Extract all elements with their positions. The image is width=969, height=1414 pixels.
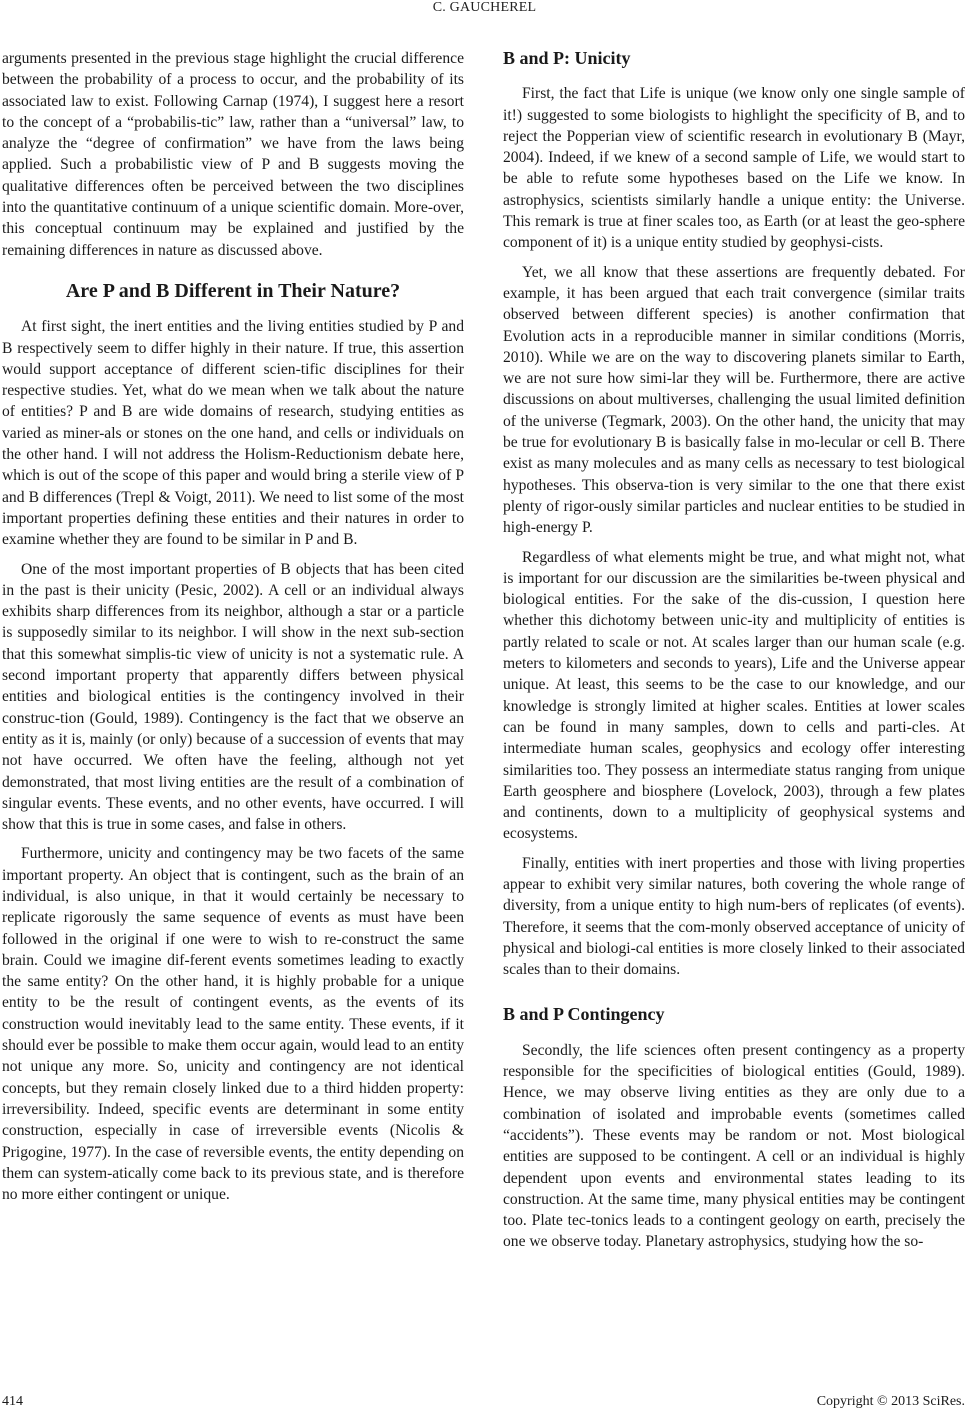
right-column (503, 48, 965, 1261)
paragraph: Finally, entities with inert properties and those with living properties appear to exhibit very similar natures, both covering the whole range of diversity, from a unique entity to high num-bers of replicates (of events). Therefore, it seems that the com-monly observed acceptance of unicity of physical and biologi-cal entities is more closely linked to their associated scales than to their domains. (503, 854, 965, 979)
section-title: Are P and B Different in Their Nature? (65, 279, 401, 302)
page-number: 414 (2, 1394, 23, 1409)
paragraph: First, the fact that Life is unique (we know only one single sample of it!) suggested to some biologists to highlight the specificity of B, and to reject the Popperian view of scientific research in evolutionary B (Mayr, 2004). Indeed, if we knew of a second sample of Life, we would start to be able to refute some hypotheses based on the Life we know. In astrophysics, scientists similarly handle a unique entity: the Universe. This remark is true at finer scales too, as Earth (or at least the geo-sphere component of it) is a unique entity studied by geophysi-cists. (503, 85, 965, 252)
paragraph: Yet, we all know that these assertions are frequently debated. For example, it has been argued that each trait convergence (similar traits observed between different species) is another confirmation that Evolution acts in a reproducible manner in similar conditions (Morris, 2010). While we are on the way to discovering planets similar to Earth, we are not sure how simi-lar they will be. Furthermore, there are active discussions on about multiverses, challenging the usual limited definition of the universe (Tegmark, 2003). On the other hand, the unicity that may be true for evolutionary B is basically false in mo-lecular or cell B. There exist as many molecules and as many cells as necessary to test biological hypotheses. This observa-tion is very similar to the one that there exist plenty of rigor-ously similar particles and nuclear entities to be studied in high-energy P. (503, 263, 965, 537)
subsection-title-unicity: B and P: Unicity (503, 48, 631, 68)
paragraph: Furthermore, unicity and contingency may be two facets of the same important property. An object that is contingent, such as the brain of an individual, is also unique, in that it would certainly be necessary to replicate rigorously the same sequence of events as must have been followed in the original if one were to wish to re-construct the same brain. Could we imagine dif-ferent events sometimes leading to exactly the same entity? On the other hand, it is highly probable for a unique entity to be the result of contingent events, as the events of its construction would inevitably lead to the same entity. These events, if it should ever be possible to make them occur again, would lead to an entity not unique any more. So, unicity and contingency are not identical concepts, but they remain closely linked due to a third hidden property: irreversibility. Indeed, specific events are determinant in some entity construction, especially in case of irreversible events (Nicolis & Prigogine, 1977). In the case of reversible events, the entity depending on them can system-atically come back to its previous state, and is therefore no more either contingent or unique. (2, 845, 464, 1204)
paragraph: arguments presented in the previous stage highlight the crucial difference between the probability of a process to occur, and the probability of its associated law to exist. Following Carnap (1974), I suggest here a resort to the concept of a “probabilis-tic” law, rather than a “universal” law, to analyze the “degree of confirmation” we have from the laws being applied. Such a probabilistic view of P and B suggests moving the qualitative differences often be perceived between the two disciplines into the quantitative continuum of a unique scientific domain. More-over, this conceptual continuum may be explained and justified by the remaining differences in nature as discussed above. (2, 50, 464, 259)
paragraph: Secondly, the life sciences often present contingency as a property responsible for the specificities of biological entities (Gould, 1989). Hence, we may observe living entities as they are only due to a combination of isolated and improbable events (sometimes called “accidents”). These events may be random or not. Most biological entities are supposed to be contingent. A cell or an individual is highly dependent upon events and environmental states leading to its construction. At the same time, many physical entities may be contingent too. Plate tec-tonics leads to a contingent geology on earth, precisely the one we observe today. Planetary astrophysics, studying how the so- (503, 1041, 965, 1251)
left-column (2, 48, 464, 1213)
running-head: C. GAUCHEREL (432, 0, 537, 15)
paragraph: Regardless of what elements might be true, and what might not, what is important for our discussion are the similarities be-tween physical and biological entities. For the sake of the dis-cussion, I question here whether this dichotomy between unic-ity and multiplicity of entities is partly related to scale or not. At scales larger than our human scale (e.g. meters to kilometers and seconds to years), Life and the Universe appear unique. At least, this seems to be the case to our knowledge, and our knowledge is strongly limited at higher scales. Entities at lower scales can be found in many samples, down to cells and parti-cles. At intermediate human scales, geophysics and ecology offer interesting similarities too. They possess an intermediate status ranging from unique Earth geosphere and biosphere (Lovelock, 2003), through a few plates and continents, down to a multiplicity of geophysical systems and ecosystems. (503, 548, 965, 843)
paragraph: At first sight, the inert entities and the living entities studied by P and B respectively seem to differ highly in their nature. If true, this assertion would support acceptance of different scien-tific disciplines for their respective studies. Yet, what do we mean when we talk about the nature of entities? P and B are wide domains of research, studying entities as varied as miner-als or stones on the one hand, and cells or individuals on the other hand. I will not address the Holism-Reductionism debate here, which is out of the scope of this paper and would bring a sterile view of P and B differences (Trepl & Voigt, 2011). We need to list some of the most important properties defining these entities and their natures in order to examine whether they are found to be similar in P and B. (2, 318, 464, 549)
copyright-notice: Copyright © 2013 SciRes. (816, 1394, 965, 1409)
paragraph: One of the most important properties of B objects that has been cited in the past is their unicity (Pesic, 2002). A cell or an individual always exhibits sharp differences from its neighbor, although a star or a particle is supposedly similar to its neighbor. I will show in the next sub-section that this somewhat simplis-tic view of unicity is not a systematic rule. A second important property that apparently differs between physical entities and biological entities is the contingency involved in their construc-tion (Gould, 1989). Contingency is the fact that we observe an entity as it is, mainly (or only) because of a succession of events that may not have occurred. We often have the feeling, although not yet demonstrated, that most living entities are the result of a combination of singular events. These events, and no other events, have occurred. I will show that this is true in some cases, and false in others. (2, 560, 464, 834)
subsection-title-contingency: B and P Contingency (503, 1004, 665, 1025)
